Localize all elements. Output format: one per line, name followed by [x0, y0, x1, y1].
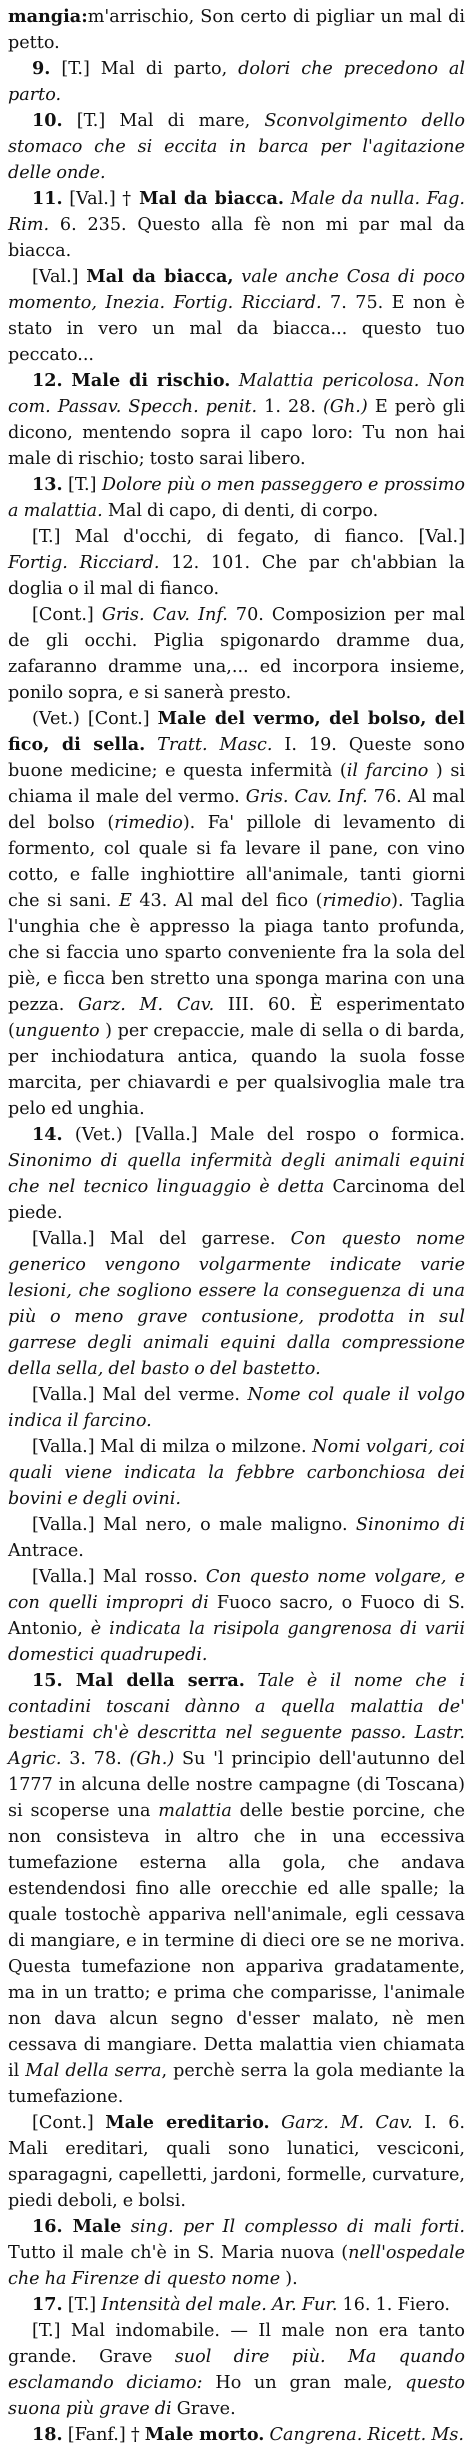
entry-text: delle bestie porcine, che non consisteva in altro che in una eccessiva tumefazione esterna alla gola, che andava estendendosi fino alle orecchie ed alle spalle; la quale tostochè appariva nell'animale, egli cessava di mangiare, e in termine di dieci ore se ne moriva. Questa tumefazione non appariva gradatamente, ma in un tratto; e prima che comparisse, l'animale non dava alcun segno d'esser malato, nè men cessava di mangiare. Detta malattia vien chiamata il [8, 1801, 465, 2081]
dictionary-entry [8, 524, 465, 602]
entry-italic-text: il farcino [346, 761, 429, 781]
entry-headword: 9. [32, 58, 51, 79]
dictionary-entry [8, 4, 465, 56]
entry-text: 76. Al mal del bolso ( [8, 787, 465, 833]
entry-text: (Vet.) [Cont.] [32, 709, 158, 729]
entry-text: 7. 75. E non è stato in vero un mal da biacca... questo tuo peccato... [8, 293, 465, 365]
entry-text: Su 'l principio dell'autunno del 1777 in alcuna delle nostre campagne (di Toscana) si scoperse una [8, 1749, 465, 1821]
entry-text: [Valla.] Mal del garrese. [32, 1229, 291, 1249]
entry-headword: 17. [32, 2294, 63, 2315]
entry-text: [Valla.] Mal di milza o milzone. [32, 1437, 313, 1457]
dictionary-entry [8, 56, 465, 108]
entry-italic-text: malattia [158, 1801, 232, 1821]
entry-text: 12. 101. Che par ch'abbian la doglia o il mal di fianco. [8, 553, 465, 599]
entry-text: [Valla.] Mal nero, o male maligno. [32, 1515, 356, 1535]
entry-text: Fuoco sacro, o Fuoco di S. Antonio, [8, 1593, 465, 1639]
entry-text: [T.] Mal d'occhi, di fegato, di fianco. [Val.] [32, 527, 465, 547]
entry-text: ) per crepaccie, male di sella o di barda, per inchiodatura antica, quando la suola fosse marcita, per chiavardi e per qualsivoglia male tra pelo ed unghia. [8, 1021, 465, 1119]
dictionary-entry [8, 186, 465, 264]
entry-headword: Mal da biacca. [139, 188, 284, 209]
entry-text: 70. Composizion per mal de gli occhi. Piglia spigonardo dramme dua, zafaranno dramme una,... ed incorpora insieme, ponilo sopra, e si sanerà presto. [8, 605, 465, 703]
entry-text: 16. 1. Fiero. [337, 2295, 451, 2315]
entry-text: [Val.] [32, 267, 87, 287]
dictionary-entry [8, 602, 465, 706]
entry-italic-text: dolori che precedono al parto. [8, 59, 466, 105]
entry-italic-text: (Gh.) [323, 397, 368, 417]
dictionary-entry [8, 264, 465, 368]
entry-italic-text: Fortig. Ricciard. [8, 553, 160, 573]
entry-text: 1. 28. [257, 397, 324, 417]
entry-italic-text: nell'ospedale che ha Firenze di questo nome [8, 2243, 465, 2289]
dictionary-entry [8, 1434, 465, 1512]
entry-headword: Male morto. [144, 2424, 265, 2445]
entry-text: [T.] Mal di mare, [62, 111, 265, 131]
entry-text: [Val.] † [62, 189, 140, 209]
entry-text: [Cont.] [32, 605, 102, 625]
dictionary-entry [8, 2110, 465, 2214]
entry-headword: 18. [32, 2424, 63, 2445]
entry-headword: 12. Male di rischio. [32, 370, 231, 391]
entry-text: [Valla.] Mal rosso. [32, 1567, 206, 1587]
entry-italic-text: E [118, 891, 132, 911]
entry-italic-text: Cangrena. Ricett. Ms. [264, 2425, 464, 2445]
entry-text: Antrace. [8, 1541, 84, 1561]
entry-headword: 14. [32, 1124, 63, 1145]
entry-italic-text: Intensità del male. Ar. Fur. [101, 2295, 338, 2315]
entry-text: ). Fa' pillole di levamento di formento, col quale si fa levare il pane, con vino cotto, e falle inghiottire all'animale, tanti giorni che si sani. [8, 813, 465, 911]
entry-text: [T.] [62, 475, 102, 495]
dictionary-entry [8, 706, 465, 1122]
dictionary-entry [8, 1512, 465, 1564]
entry-text: , perchè serra la gola mediante la tumefazione. [8, 2061, 465, 2107]
entry-italic-text: è indicata la risipola gangrenosa di varii domestici quadrupedi. [8, 1619, 466, 1665]
entry-italic-text: rimedio [322, 891, 392, 911]
entry-italic-text: Dolore più o men passeggero e prossimo a malattia. [8, 475, 465, 521]
entry-italic-text: Gris. Cav. Inf. [101, 605, 228, 625]
dictionary-entry [8, 2292, 465, 2318]
entry-headword: 11. [32, 188, 63, 209]
entry-text: Grave. [171, 2399, 236, 2419]
entry-italic-text: Con questo nome generico vengono volgarmente indicate varie lesioni, che sogliono essere la conseguenza di una più o meno grave contusione, prodotta in sul garrese degli animali equini dalla compressione della sella, del basto o del bastetto. [8, 1229, 465, 1379]
entry-headword: Male ereditario. [105, 2112, 270, 2133]
entry-italic-text: questo suona più grave di [8, 2373, 465, 2419]
entry-italic-text: Garz. M. Cav. [269, 2113, 413, 2133]
entry-headword: 10. [32, 110, 63, 131]
dictionary-entry [8, 1668, 465, 2110]
entry-text: Tutto il male ch'è in S. Maria nuova ( [8, 2243, 349, 2263]
entry-text: I. 19. Queste sono buone medicine; e questa infermità ( [8, 735, 465, 781]
entry-italic-text: Gris. Cav. Inf. [245, 787, 368, 807]
entry-text: [Fanf.] † [62, 2425, 145, 2445]
dictionary-entry [8, 2318, 465, 2422]
entry-italic-text: Malattia pericolosa. Non com. Passav. Specch. penit. [8, 371, 465, 417]
entry-text: ). [280, 2269, 298, 2289]
entry-text: 6. 235. Questo alla fè non mi par mal da biacca. [8, 215, 465, 261]
entry-italic-text: Nomi volgari, coi quali viene indicata la febbre carbonchiosa dei bovini e degli ovini. [8, 1437, 465, 1509]
entry-italic-text: Male da nulla. Fag. Rim. [8, 189, 465, 235]
entry-text: E però gli dicono, mentendo sopra il capo loro: Tu non hai male di rischio; tosto sarai libero. [8, 397, 465, 469]
entry-text: [Valla.] Mal del verme. [32, 1385, 248, 1405]
entry-italic-text: sing. per Il complesso di mali forti. [121, 2217, 465, 2237]
dictionary-entry [8, 1564, 465, 1668]
entry-text: I. 6. Mali ereditari, quali sono lunatici, vesciconi, sparagagni, capelletti, jardoni, formelle, curvature, piedi deboli, e bolsi. [8, 2113, 465, 2211]
entry-text: m'arrischio, Son certo di pigliar un mal di petto. [8, 7, 465, 53]
dictionary-entry [8, 2214, 465, 2292]
entry-italic-text: Sinonimo di [355, 1515, 465, 1535]
entry-italic-text: Nome col quale il volgo indica il farcino. [8, 1385, 465, 1431]
entry-headword: mangia: [8, 6, 88, 27]
entry-headword: Mal da biacca, [86, 266, 234, 287]
entry-headword: 16. Male [32, 2216, 122, 2237]
entry-italic-text: unguento [14, 1021, 100, 1041]
dictionary-entry [8, 1382, 465, 1434]
entry-italic-text: Sinonimo di quella infermità degli animali equini che nel tecnico linguaggio è detta [8, 1151, 465, 1197]
entry-italic-text: Mal della serra [25, 2061, 162, 2081]
entry-text: Carcinoma del piede. [8, 1177, 465, 1223]
entry-text: (Vet.) [Valla.] Male del rospo o formica. [62, 1125, 465, 1145]
entry-text: [T.] Mal di parto, [50, 59, 239, 79]
entry-text: 3. 78. [61, 1749, 130, 1769]
entry-italic-text: Tale è il nome che i contadini toscani dànno a quella malattia de' bestiami ch'è descritta nel seguente passo. Lastr. Agric. [8, 1671, 465, 1769]
entry-text: III. 60. È esperimentato ( [8, 995, 465, 1041]
entry-italic-text: suol dire più. Ma quando esclamando diciamo: [8, 2347, 465, 2393]
entry-italic-text: Sconvolgimento dello stomaco che si eccita in barca per l'agitazione delle onde. [8, 111, 465, 183]
entry-italic-text: Tratt. Masc. [145, 735, 273, 755]
dictionary-entry [8, 2422, 465, 2448]
entry-text: 43. Al mal del fico ( [131, 891, 323, 911]
dictionary-entry [8, 108, 465, 186]
entry-text: [T.] [62, 2295, 102, 2315]
entry-text: [Cont.] [32, 2113, 106, 2133]
entry-text: Ho un gran male, [202, 2373, 406, 2393]
entry-italic-text: vale anche Cosa di poco momento, Inezia. Fortig. Ricciard. [8, 267, 465, 313]
entry-italic-text: rimedio [114, 813, 183, 833]
dictionary-entry [8, 1122, 465, 1226]
entry-italic-text: Garz. M. Cav. [77, 995, 215, 1015]
entry-headword: Male del vermo, del bolso, del fico, di sella. [8, 708, 465, 755]
entry-italic-text: Con questo nome volgare, e con quelli impropri di [8, 1567, 465, 1613]
entry-italic-text: (Gh.) [129, 1749, 175, 1769]
dictionary-entry [8, 472, 465, 524]
dictionary-entry [8, 1226, 465, 1382]
dictionary-entry [8, 368, 465, 472]
entry-text: [T.] Mal indomabile. — Il male non era tanto grande. Grave [8, 2321, 465, 2367]
entry-text: ). Taglia l'unghia che è appresso la piaga tanto profunda, che si faccia uno sparto conveniente fra la sola del piè, e ficca ben stretto una sponga marina con una pezza. [8, 891, 466, 1015]
entry-headword: 13. [32, 474, 63, 495]
entry-text: ) si chiama il male del vermo. [8, 761, 465, 807]
entry-text: Mal di capo, di denti, di corpo. [102, 501, 379, 521]
entry-headword: 15. Mal della serra. [32, 1670, 245, 1691]
